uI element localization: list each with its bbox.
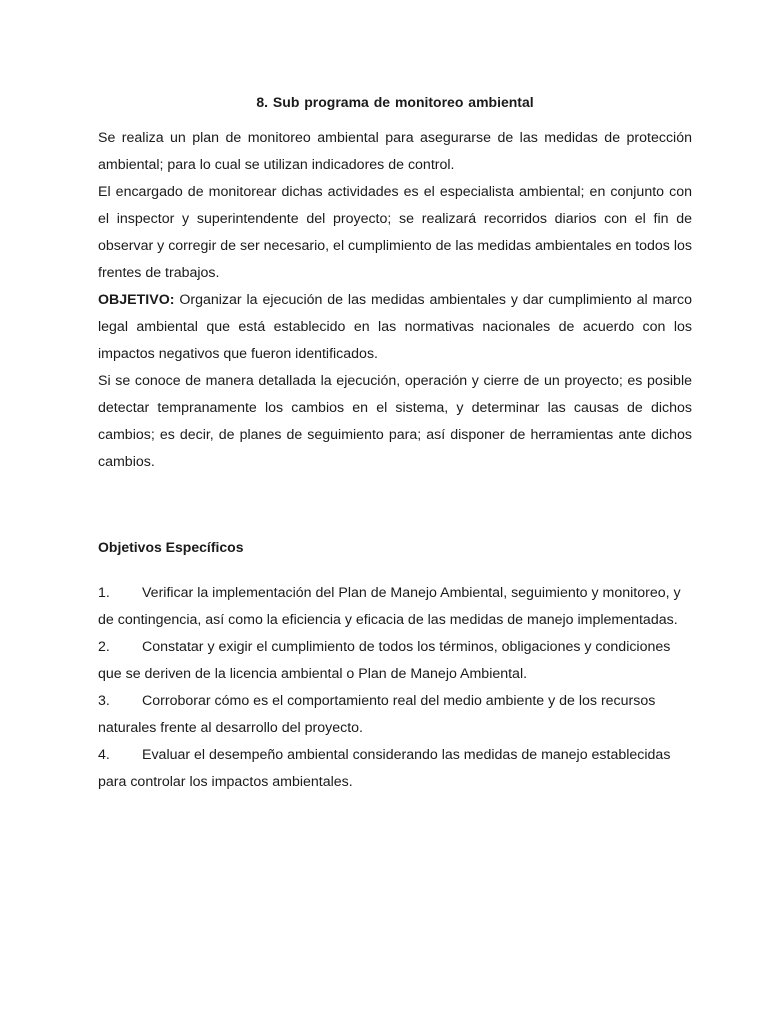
paragraph-responsible <box>98 179 692 287</box>
list-item-text: Evaluar el desempeño ambiental considerando las medidas de manejo establecidas para controlar los impactos ambientales. <box>98 747 671 790</box>
paragraph-detection <box>98 368 692 476</box>
list-item-number: 3. <box>98 693 110 709</box>
list-item-number: 4. <box>98 747 110 763</box>
paragraph-text: El encargado de monitorear dichas actividades es el especialista ambiental; en conjunto con el inspector y superintendente del proyecto; se realizará recorridos diarios con el fin de observar y corregir de ser necesario, el cumplimiento de las medidas ambientales en todos los frentes de trabajos. <box>98 184 692 281</box>
list-item <box>98 742 692 796</box>
specific-objectives-title: Objetivos Específicos <box>98 539 244 555</box>
paragraph-intro <box>98 125 692 179</box>
objective-label: OBJETIVO: <box>98 292 175 308</box>
list-item-text: Constatar y exigir el cumplimiento de todos los términos, obligaciones y condiciones que se deriven de la licencia ambiental o Plan de Manejo Ambiental. <box>98 639 671 682</box>
document-page <box>98 93 692 796</box>
paragraph-objective <box>98 287 692 368</box>
list-item <box>98 580 692 634</box>
paragraph-text: Se realiza un plan de monitoreo ambiental para asegurarse de las medidas de protección ambiental; para lo cual se utilizan indicadores de control. <box>98 130 692 173</box>
list-item-text: Verificar la implementación del Plan de Manejo Ambiental, seguimiento y monitoreo, y de contingencia, así como la eficiencia y eficacia de las medidas de manejo implementadas. <box>98 585 681 628</box>
list-item-number: 1. <box>98 585 110 601</box>
list-item <box>98 688 692 742</box>
list-item <box>98 634 692 688</box>
list-item-number: 2. <box>98 639 110 655</box>
paragraph-text: Si se conoce de manera detallada la ejecución, operación y cierre de un proyecto; es posible detectar tempranamente los cambios en el sistema, y determinar las causas de dichos cambios; es decir, de planes de seguimiento para; así disponer de herramientas ante dichos cambios. <box>98 373 692 470</box>
section-title: 8. Sub programa de monitoreo ambiental <box>256 94 534 110</box>
specific-objectives-list <box>98 580 692 796</box>
list-item-text: Corroborar cómo es el comportamiento real del medio ambiente y de los recursos naturales frente al desarrollo del proyecto. <box>98 693 656 736</box>
paragraph-text: Organizar la ejecución de las medidas ambientales y dar cumplimiento al marco legal ambiental que está establecido en las normativas nacionales de acuerdo con los impactos negativos que fueron identificados. <box>98 292 692 362</box>
